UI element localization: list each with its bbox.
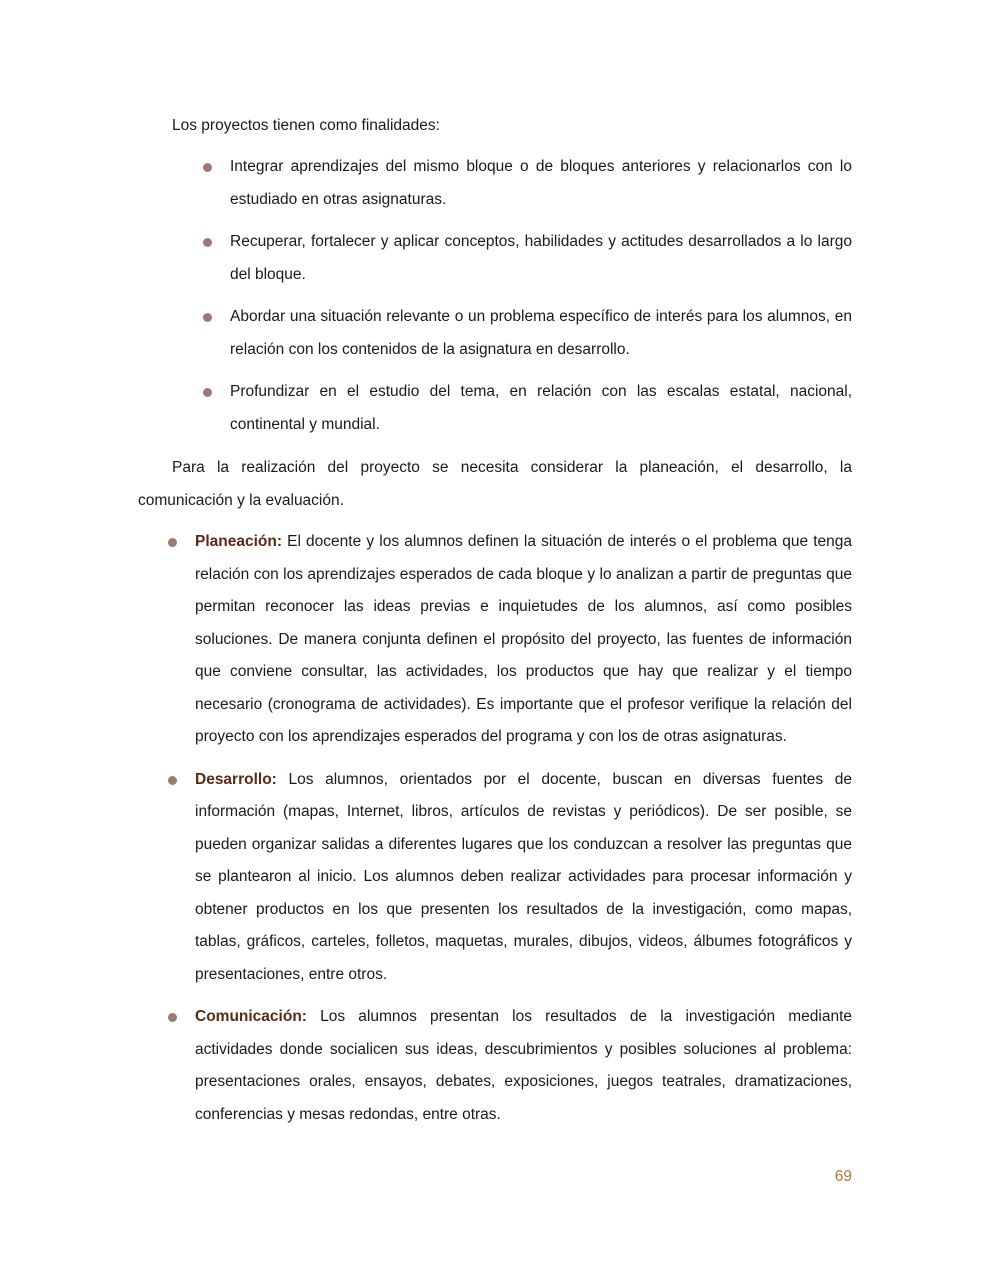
phase-term: Desarrollo: <box>195 770 277 788</box>
goal-text: Integrar aprendizajes del mismo bloque o de bloques anteriores y relacionarlos con lo estudiado en otras asignaturas. <box>230 158 852 208</box>
requirements-paragraph: Para la realización del proyecto se necesita considerar la planeación, el desarrollo, la comunicación y la evaluación. <box>138 459 852 509</box>
phase-text: Los alumnos presentan los resultados de la investigación mediante actividades donde socialicen sus ideas, descubrimientos y posibles soluciones al problema: presentaciones orales, ensayos, debates, exposiciones, juegos teatrales, dramatizaciones, conferencias y mesas redondas, entre otras. <box>195 1008 852 1123</box>
bullet-icon <box>203 238 212 247</box>
phase-term: Comunicación: <box>195 1008 307 1025</box>
goal-item <box>230 376 852 441</box>
bullet-icon <box>203 313 212 322</box>
bullet-icon <box>168 776 177 785</box>
phase-item-desarrollo <box>195 764 852 992</box>
phase-text: El docente y los alumnos definen la situación de interés o el problema que tenga relación con los aprendizajes esperados de cada bloque y lo analizan a partir de preguntas que permitan reconocer las ideas previas e inquietudes de los alumnos, así como posibles soluciones. De manera conjunta definen el propósito del proyecto, las fuentes de información que conviene consultar, las actividades, los productos que hay que realizar y el tiempo necesario (cronograma de actividades). Es importante que el profesor verifique la relación del proyecto con los aprendizajes esperados del programa y con los de otras asignaturas. <box>195 533 852 745</box>
goal-text: Recuperar, fortalecer y aplicar conceptos, habilidades y actitudes desarrollados a lo largo del bloque. <box>230 233 852 283</box>
goal-item <box>230 151 852 216</box>
bullet-icon <box>203 388 212 397</box>
phases-list <box>195 526 852 1141</box>
phase-term: Planeación: <box>195 533 282 550</box>
phase-text: Los alumnos, orientados por el docente, buscan en diversas fuentes de información (mapas, Internet, libros, artículos de revistas y periódicos). De ser posible, se pueden organizar salidas a diferentes lugares que los conduzcan a resolver las preguntas que se plantearon al inicio. Los alumnos deben realizar actividades para procesar información y obtener productos en los que presenten los resultados de la investigación, como mapas, tablas, gráficos, carteles, folletos, maquetas, murales, dibujos, videos, álbumes fotográficos y presentaciones, entre otros. <box>195 770 852 983</box>
goal-text: Abordar una situación relevante o un problema específico de interés para los alumnos, en relación con los contenidos de la asignatura en desarrollo. <box>230 308 852 358</box>
phase-item-comunicacion <box>195 1001 852 1131</box>
goals-list <box>230 151 852 451</box>
phase-item-planeacion <box>195 526 852 754</box>
bullet-icon <box>168 538 177 547</box>
goal-item <box>230 226 852 291</box>
goal-text: Profundizar en el estudio del tema, en relación con las escalas estatal, nacional, continental y mundial. <box>230 383 852 433</box>
page-number: 69 <box>834 1168 852 1185</box>
bullet-icon <box>203 163 212 172</box>
bullet-icon <box>168 1013 177 1022</box>
intro-paragraph: Los proyectos tienen como finalidades: <box>172 117 440 134</box>
goal-item <box>230 301 852 366</box>
